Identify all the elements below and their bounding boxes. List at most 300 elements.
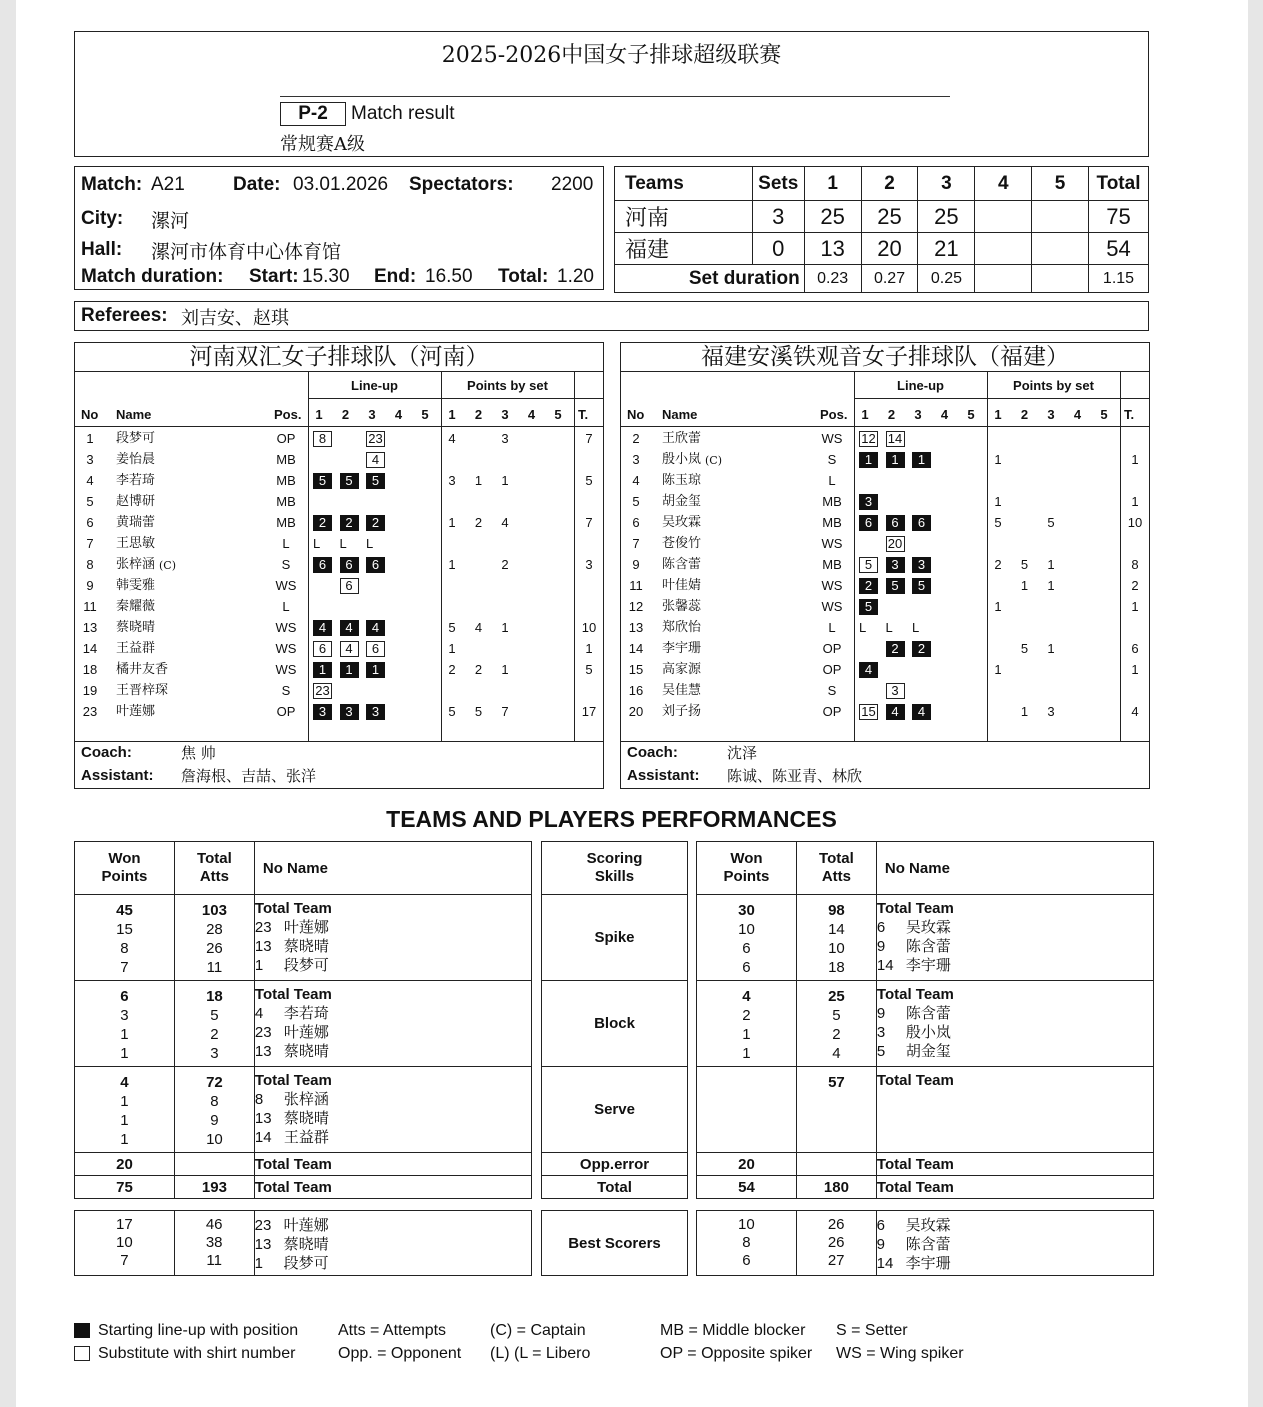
match-number: A21 [151,174,185,195]
player-position: S [281,683,291,698]
player-no: 11 [83,599,97,614]
points-by-set: 1 [994,494,1002,509]
player-name: 王晋梓琛 [116,683,169,698]
player-name: 陈含蕾 [905,1235,951,1253]
player-position: MB [822,494,842,509]
won-points-cell [75,981,175,1067]
points-set-col: 5 [554,407,562,422]
player-number: 9 [876,1236,885,1253]
total-team-label: Total Team [876,986,954,1003]
points-by-set: 2 [474,662,483,677]
total-duration: 1.20 [557,266,594,287]
starting-position-badge: 1 [886,452,905,468]
vline [1120,371,1121,741]
legend-mb: MB = Middle blocker [660,1322,806,1339]
player-total-atts: 10 [206,1131,223,1148]
skill-label: Best Scorers [542,1211,688,1276]
duration-label: Match duration: [81,266,224,287]
substitute-number-badge: 12 [859,431,878,447]
player-total-atts: 8 [210,1093,219,1110]
won-points-cell [697,895,797,981]
starting-position-badge: 5 [313,473,332,489]
player-no: 14 [82,641,98,656]
match-info-box [74,166,604,290]
points-set-col: 5 [1100,407,1108,422]
player-no: 5 [86,494,94,509]
lineup-set-col: 1 [315,407,323,422]
total-points: 75 [1088,201,1148,233]
header-set-1: 1 [804,167,861,201]
player-position: WS [275,620,297,635]
points-by-set: 1 [501,620,509,635]
scoring-skills-header: Scoring Skills [542,842,688,895]
substitute-number-badge: 5 [859,557,878,573]
player-number: 6 [876,919,886,936]
points-by-set: 5 [1020,557,1029,572]
lineup-set-col: 2 [341,407,350,422]
points-set-col: 3 [1047,407,1055,422]
player-cell [876,981,1153,1067]
player-position: WS [821,536,843,551]
points-set-col: 1 [448,407,456,422]
set-duration-row [615,265,1149,293]
rule [621,426,1149,427]
player-position: OP [822,641,842,656]
player-total-atts: 2 [832,1026,841,1043]
substitute-number-badge: 23 [313,683,332,699]
rule [75,371,603,372]
starting-position-badge: 5 [912,578,931,594]
player-entry [877,937,1153,956]
skill-block-block [75,981,532,1067]
player-total-points: 7 [585,515,593,530]
header-box [74,31,1149,157]
substitute-number-badge: 23 [366,431,385,447]
player-won-points: 1 [120,1093,129,1110]
player-name: 王益群 [116,641,156,656]
player-entry [877,1235,1153,1254]
player-name: 段梦可 [283,1254,329,1272]
player-number: 1 [254,1255,263,1272]
legend-op: OP = Opposite spiker [660,1345,813,1362]
substitute-number-badge: 14 [886,431,905,447]
rule [75,741,603,742]
points-set-col: 4 [527,407,536,422]
player-total-points: 7 [585,431,593,446]
player-no: 3 [86,452,94,467]
player-position: L [282,599,290,614]
points-by-set: 1 [501,662,509,677]
libero-mark: L [885,620,893,635]
sets-won: 0 [752,233,804,265]
legend-start: Starting line-up with position [98,1322,299,1339]
team-won-points: 30 [738,902,755,919]
starting-position-badge: 2 [859,578,878,594]
points-by-set: 3 [1047,704,1055,719]
total-label: Total: [498,266,549,287]
lineup-header: Line-up [897,378,944,393]
set-score [975,233,1032,265]
starting-position-badge: 5 [340,473,359,489]
total-atts-cell [796,895,876,981]
col-pos-header: Pos. [274,407,302,422]
best-scorers-table-right [696,1210,1154,1276]
player-no: 6 [632,515,640,530]
doc-title: Match result [351,103,455,124]
player-total-atts: 11 [206,959,223,976]
col-pos-header: Pos. [820,407,848,422]
player-won-points: 10 [116,1234,133,1251]
starting-position-badge: 4 [859,662,878,678]
end-label: End: [374,266,417,287]
set-score [1032,201,1089,233]
libero-mark: L [366,536,374,551]
starting-position-badge: 1 [859,452,878,468]
points-by-set: 3 [501,431,509,446]
player-total-atts: 5 [210,1007,219,1024]
player-entry [255,1023,531,1042]
libero-mark: L [313,536,321,551]
player-entry [877,1042,1153,1061]
result-row-fujian [615,233,1149,265]
won-points-cell [697,1067,797,1153]
player-name: 蔡晓晴 [283,1235,329,1253]
player-name: 刘子扬 [662,704,702,719]
set-duration: 0.27 [861,265,918,293]
player-name: 张梓涵 [116,557,156,572]
player-name: 陈含蕾 [662,557,702,572]
vline [441,371,442,741]
team-total-atts: 103 [201,902,227,919]
rule [308,398,603,399]
team-won-points: 4 [742,988,751,1005]
match-date: 03.01.2026 [293,174,389,195]
lineup-set-col: 4 [940,407,949,422]
points-header: Points by set [1013,378,1094,393]
player-number: 13 [254,1110,272,1127]
player-number: 13 [254,1236,272,1253]
player-number: 6 [876,1217,885,1234]
player-total-atts: 26 [827,1234,845,1251]
player-name: 秦耀薇 [116,599,156,614]
total-atts-cell [796,1067,876,1153]
summary-row-total [75,1176,532,1199]
rule [854,398,1149,399]
player-total-atts: 2 [210,1026,219,1043]
points-by-set: 5 [994,515,1002,530]
points-by-set: 5 [448,704,456,719]
player-total-points: 1 [1131,662,1139,677]
player-no: 11 [629,578,643,593]
won-points-cell [697,981,797,1067]
points-by-set: 1 [474,473,483,488]
starting-position-badge: 3 [886,557,905,573]
points-by-set: 2 [474,515,483,530]
skill-label: Total [542,1176,688,1199]
set-duration: 0.25 [918,265,975,293]
player-position: WS [821,578,843,593]
skill-block-block [697,981,1154,1067]
col-total-header: T. [1124,407,1135,422]
vline [854,371,855,741]
substitute-number-badge: 6 [366,641,385,657]
player-number: 1 [254,957,264,974]
starting-position-badge: 2 [340,515,359,531]
player-name: 胡金玺 [905,1042,951,1060]
player-total-points: 5 [585,473,593,488]
player-no: 7 [632,536,640,551]
player-total-atts: 11 [206,1252,222,1269]
player-no: 18 [82,662,98,677]
player-total-atts: 4 [832,1045,841,1062]
points-by-set: 1 [994,662,1002,677]
points-by-set: 2 [448,662,456,677]
starting-position-badge: 3 [313,704,332,720]
substitute-number-badge: 20 [886,536,905,552]
skill-label: Serve [542,1067,688,1153]
rule [621,371,1149,372]
player-cell [254,1211,531,1276]
player-no: 7 [86,536,94,551]
player-cell [254,1067,531,1153]
vline [987,371,988,741]
points-by-set: 1 [1047,641,1055,656]
legend-libero: (L) (L = Libero [490,1345,591,1362]
player-entry [255,1042,531,1061]
legend-ws: WS = Wing spiker [836,1345,964,1362]
player-name: 赵博研 [116,494,156,509]
total-atts-header: Total Atts [796,842,876,895]
lineup-set-col: 5 [967,407,975,422]
team-total-atts: 72 [206,1074,223,1091]
start-time: 15.30 [302,266,350,287]
points-by-set: 5 [1020,641,1029,656]
substitute-swatch [74,1346,90,1361]
player-won-points: 6 [742,940,751,957]
starting-lineup-swatch [74,1323,90,1338]
player-won-points: 1 [742,1026,751,1043]
starting-position-badge: 6 [313,557,332,573]
points-by-set: 5 [1047,515,1055,530]
skill-block-serve [697,1067,1154,1153]
skill-block-spike [697,895,1154,981]
header-sets: Sets [752,167,804,201]
player-total-atts: 9 [210,1112,219,1129]
player-name: 吴佳慧 [662,683,702,698]
player-name: 陈含蕾 [905,937,951,955]
substitute-number-badge: 4 [340,641,359,657]
total-atts-cell [796,981,876,1067]
summary-row-opp [697,1153,1154,1176]
assistant-names: 詹海根、吉喆、张洋 [181,767,317,785]
player-name: 胡金玺 [662,494,702,509]
player-name: 张馨蕊 [662,599,702,614]
team-roster-title: 河南双汇女子排球队（河南） [189,344,489,370]
starting-position-badge: 2 [886,641,905,657]
starting-position-badge: 4 [886,704,905,720]
player-no: 13 [628,620,644,635]
player-no: 4 [86,473,94,488]
total-team-label: Total Team [254,900,332,917]
player-position: OP [276,431,296,446]
result-row-henan [615,201,1149,233]
won-points-cell: 20 [75,1153,175,1176]
player-entry [877,918,1153,937]
player-number: 14 [254,1129,272,1146]
starting-position-badge: 1 [912,452,931,468]
player-total-atts: 3 [210,1045,219,1062]
player-position: WS [275,641,297,656]
player-total-points: 17 [581,704,597,719]
starting-position-badge: 4 [340,620,359,636]
points-by-set: 1 [501,473,509,488]
team-roster-1 [620,342,1150,789]
player-position: MB [822,557,842,572]
player-won-points: 1 [120,1131,129,1148]
set-score [975,201,1032,233]
team-roster-0 [74,342,604,789]
legend-opp: Opp. = Opponent [338,1345,462,1362]
legend-atts: Atts = Attempts [338,1322,447,1339]
player-won-points: 7 [120,959,129,976]
player-name: 李若琦 [116,473,156,488]
starting-position-badge: 5 [886,578,905,594]
skill-block-serve [75,1067,532,1153]
player-position: WS [821,431,843,446]
player-total-atts: 46 [205,1216,223,1233]
player-position: L [282,536,290,551]
player-cell [254,895,531,981]
team-won-points: 6 [120,988,129,1005]
player-total-atts: 5 [832,1007,841,1024]
starting-position-badge: 3 [366,704,385,720]
referees-box [74,301,1149,331]
substitute-number-badge: 6 [340,578,359,594]
total-atts-cell [174,1067,254,1153]
player-name: 叶莲娜 [283,918,329,936]
lineup-set-col: 3 [914,407,922,422]
assistant-label: Assistant: [627,767,700,784]
start-label: Start: [249,266,299,287]
starting-position-badge: 1 [366,662,385,678]
player-position: OP [822,704,842,719]
doc-code: P-2 [280,102,346,126]
won-points-cell [75,1211,175,1276]
player-name: 李宇珊 [662,641,702,656]
team-won-points: 45 [116,902,133,919]
player-name: 苍俊竹 [662,536,702,551]
total-team-label: Total Team [876,1072,954,1089]
coach-name: 焦 帅 [181,744,216,762]
header-set-5: 5 [1032,167,1089,201]
no-name-header: No Name [876,842,1153,895]
player-number: 23 [254,919,272,936]
lineup-set-col: 1 [861,407,869,422]
team-won-points: 4 [120,1074,129,1091]
player-total-points: 1 [1131,494,1139,509]
starting-position-badge: 6 [859,515,878,531]
won-points-cell: 75 [75,1176,175,1199]
points-by-set: 4 [448,431,456,446]
team-total-atts: 57 [828,1074,845,1091]
player-name: 李若琦 [283,1004,329,1022]
total-team-label: Total Team [254,986,332,1003]
player-won-points: 10 [738,1216,755,1233]
player-name: 吴玫霖 [905,918,951,936]
player-entry [255,1004,531,1023]
player-won-points: 7 [120,1252,129,1269]
starting-position-badge: 3 [859,494,878,510]
player-no: 12 [628,599,644,614]
player-total-points: 2 [1131,578,1139,593]
player-entry [255,1254,531,1273]
player-position: WS [821,599,843,614]
total-atts-header: Total Atts [174,842,254,895]
player-no: 4 [632,473,640,488]
player-position: S [827,683,837,698]
header-set-2: 2 [861,167,918,201]
player-entry [255,918,531,937]
total-team-label: Total Team [876,1153,1153,1176]
substitute-number-badge: 4 [366,452,385,468]
set-score: 25 [804,201,861,233]
set-duration-label: Set duration [615,265,805,293]
player-position: L [828,620,836,635]
won-points-header: Won Points [697,842,797,895]
player-won-points: 6 [742,1252,751,1269]
no-name-header: No Name [254,842,531,895]
starting-position-badge: 6 [366,557,385,573]
player-total-points: 10 [581,620,597,635]
points-by-set: 1 [1020,704,1029,719]
legend-setter: S = Setter [836,1322,908,1339]
summary-row-opp [75,1153,532,1176]
player-number: 5 [876,1043,886,1060]
player-total-atts: 14 [828,921,845,938]
rule [75,426,603,427]
player-name: 郑欣怡 [662,620,702,635]
points-set-col: 1 [994,407,1002,422]
spectators-label: Spectators: [409,174,514,195]
player-no: 23 [82,704,98,719]
player-position: OP [276,704,296,719]
player-cell [254,981,531,1067]
set-results-table [614,166,1149,293]
player-no: 19 [82,683,98,698]
starting-position-badge: 3 [340,704,359,720]
player-entry [877,1254,1153,1273]
player-no: 1 [86,431,94,446]
player-won-points: 10 [738,921,755,938]
player-cell [876,1067,1153,1153]
player-name: 段梦可 [283,956,329,974]
player-number: 14 [876,1255,894,1272]
title-rule [280,96,950,97]
player-total-points: 10 [1127,515,1143,530]
skill-label: Block [542,981,688,1067]
assistant-names: 陈诚、陈亚青、林欣 [727,767,863,785]
set-duration [975,265,1032,293]
player-name: 殷小岚 [905,1023,951,1041]
set-duration: 0.23 [804,265,861,293]
best-scorers-label-table [541,1210,688,1276]
team-won-points [697,1073,796,1092]
col-name-header: Name [662,407,698,422]
starting-position-badge: 6 [912,515,931,531]
player-number: 4 [254,1005,264,1022]
player-number: 3 [876,1024,886,1041]
hall-label: Hall: [81,239,123,260]
